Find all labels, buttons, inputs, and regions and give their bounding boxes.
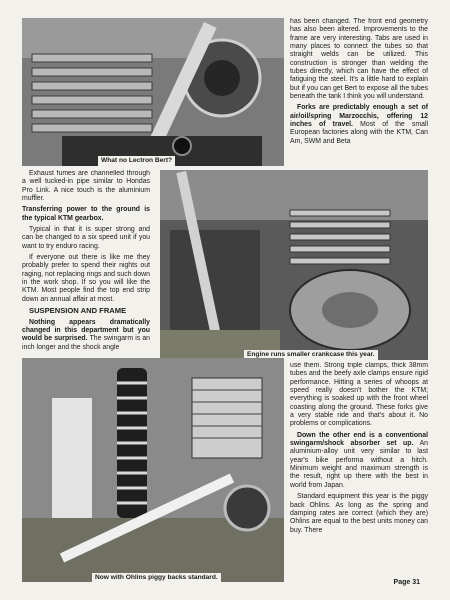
bold-lead: Down the other end is a conventional swingarm/shock absorber set up. [290,431,428,448]
paragraph: has been changed. The front end geometry has also been altered. Improvements to the frame are very interesting. Tabs are used in many places to connect the tubes so that straight welds can be utilized. This construction is stronger than welding the tubes directly, which can have the effect of fatiguing the steel. It's a little hard to explain but if you can get Bert to expose all the tubes beneath the tank I think you will understand. [290,18,428,101]
paragraph: Typical in that it is super strong and can be changed to a six speed unit if you want to try enduro racing. [22,226,150,250]
paragraph: Standard equipment this year is the piggy back Ohlins. As long as the spring and damping rates are correct (which they are) Ohlins are equal to the best units money can buy. There [290,493,428,534]
photo-crankcase [160,170,428,360]
caption-middle-photo: Engine runs smaller crankcase this year. [244,350,378,360]
paragraph: use them. Strong triple clamps, thick 38mm tubes and the beefy axle clamps ensure rigid performance. Hitting a series of whoops at speed really doesn't bother the KTM; everything is soaked up with the front wheel coasting along the ground. These forks give a very stable ride and that's about it. No problems or complications. [290,362,428,428]
bold-lead: Transferring power to the ground is the typical KTM gearbox. [22,206,150,222]
paragraph-rest: Most of the small European factories along with the KTM, Can Am, SWM and Beta [290,121,428,145]
photo-rear-shocks [22,358,284,582]
bold-lead: Forks are predictably enough a set of air/oil/spring Marzocchis, offering 12 inches of travel. [290,104,428,129]
paragraph [22,319,150,352]
column-bottom-right [290,362,428,582]
caption-top-photo: What no Lectron Bert? [98,156,175,166]
page-number: Page 31 [393,579,420,586]
paragraph: If everyone out there is like me they probably prefer to spend their nights out raging, not replacing rings and such down in the work shop. If so you will like the KTM. Most people find the top end strip down an annual affair at most. [22,254,150,303]
column-left [22,170,150,358]
paragraph: Exhaust fumes are channelled through a well tucked-in pipe similar to Hondas Pro Link. A nice touch is the aluminium muffler. [22,170,150,203]
paragraph-rest: An aluminium-alloy unit very similar to last year's bike performa without a hitch. Minimum weight and maximum strength is the result, right up there with the best in world from Japan. [290,440,428,489]
paragraph [22,206,150,223]
section-heading: SUSPENSION AND FRAME [29,306,127,316]
photo-engine-fins [22,18,284,166]
caption-bottom-photo: Now with Ohlins piggy backs standard. [92,573,221,583]
paragraph [290,432,428,490]
paragraph-rest: The swingarm is an inch longer and the shock angle [22,335,150,351]
paragraph [290,104,428,146]
bold-lead: Nothing appears dramatically changed in this department but you would be surprised. [22,318,150,343]
